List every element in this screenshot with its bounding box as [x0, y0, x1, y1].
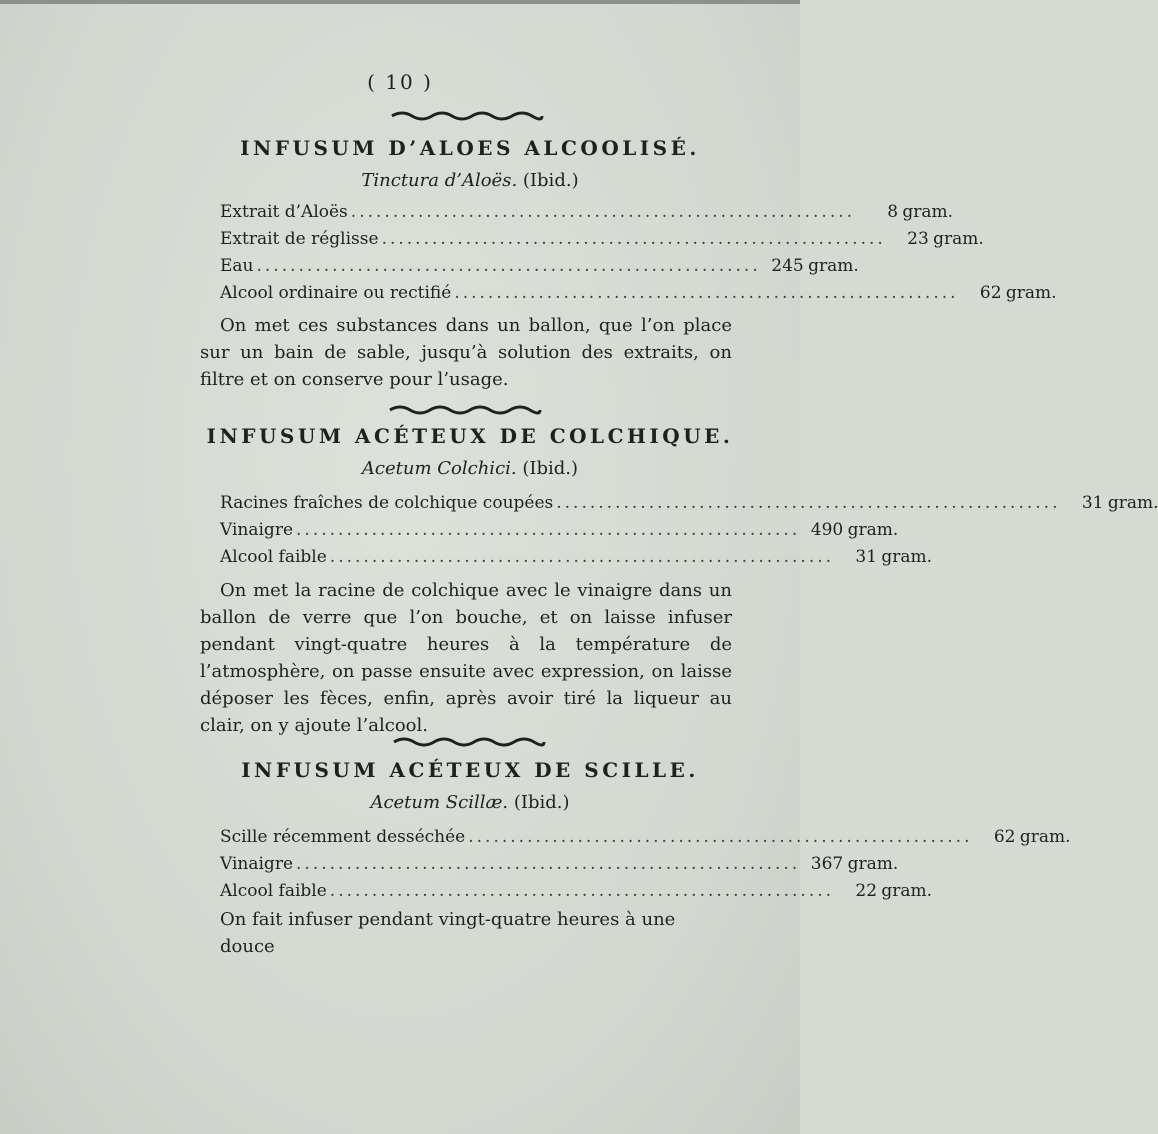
ingredient-qty: 22: [855, 881, 878, 901]
section-subtitle-aloes: [0, 170, 940, 191]
ingredient-row: [220, 851, 899, 878]
ingredient-qty: 490: [810, 520, 844, 540]
ingredient-name: Extrait de réglisse: [220, 229, 379, 249]
ingredient-unit: gram.: [933, 229, 984, 249]
ingredient-name: Eau: [220, 256, 254, 276]
ingredient-unit: gram.: [1019, 827, 1071, 847]
latin-name: Acetum Colchici.: [361, 458, 517, 479]
page-number: ( 10 ): [367, 70, 433, 94]
leader-dots: ............................................................: [256, 256, 761, 276]
ingredient-row: [220, 878, 933, 905]
ingredient-unit: gram.: [881, 881, 933, 901]
ingredient-row: [220, 544, 933, 571]
instructions-text: On met ces substances dans un ballon, que l’on place sur un bain de sable, jusqu’à solution des extraits, on filtre et on conserve pour l’usage.: [200, 315, 732, 390]
ingredient-row: [220, 199, 954, 226]
ingredient-qty: 367: [810, 854, 844, 874]
instructions-aloes: [200, 312, 732, 393]
ingredient-row: [220, 253, 859, 280]
section-subtitle-colchique: [0, 458, 940, 479]
instructions-text: On fait infuser pendant vingt-quatre heures à une douce: [220, 909, 676, 957]
ingredient-qty: 31: [855, 547, 878, 567]
wave-ornament-icon: [392, 736, 547, 748]
leader-dots: ............................................................: [329, 881, 835, 901]
ingredient-row: [220, 490, 1158, 517]
leader-dots: ............................................................: [556, 493, 1061, 513]
ingredient-row: [220, 824, 1071, 851]
ingredient-name: Extrait d’Aloës: [220, 202, 348, 222]
instructions-colchique: [200, 577, 732, 739]
leader-dots: ............................................................: [296, 520, 801, 540]
instructions-scille: [220, 906, 732, 960]
reference: (Ibid.): [513, 792, 570, 813]
reference: (Ibid.): [522, 170, 579, 191]
reference: (Ibid.): [522, 458, 579, 479]
page-edge-line: [0, 0, 800, 4]
leader-dots: ............................................................: [454, 283, 959, 303]
ingredient-unit: gram.: [1005, 283, 1057, 303]
ingredient-name: Alcool faible: [220, 547, 327, 567]
ingredient-qty: 245: [771, 256, 804, 276]
ingredient-row: [220, 517, 899, 544]
ingredient-qty: 23: [907, 229, 929, 249]
ingredient-unit: gram.: [847, 854, 899, 874]
ingredient-name: Vinaigre: [220, 520, 294, 540]
ingredient-name: Alcool faible: [220, 881, 327, 901]
section-title-colchique: INFUSUM ACÉTEUX DE COLCHIQUE.: [206, 424, 734, 448]
ingredient-qty: 31: [1081, 493, 1104, 513]
leader-dots: ............................................................: [296, 854, 801, 874]
ingredient-unit: gram.: [1107, 493, 1158, 513]
ingredient-unit: gram.: [847, 520, 899, 540]
ingredient-row: [220, 280, 1057, 307]
wave-ornament-icon: [390, 110, 545, 122]
ingredient-unit: gram.: [808, 256, 859, 276]
ingredient-list-aloes: [220, 199, 1057, 307]
ingredient-qty: 62: [993, 827, 1016, 847]
leader-dots: ............................................................: [329, 547, 835, 567]
ingredient-unit: gram.: [881, 547, 933, 567]
ingredient-name: Racines fraîches de colchique coupées: [220, 493, 554, 513]
ingredient-unit: gram.: [902, 202, 954, 222]
ingredient-list-colchique: [220, 490, 1158, 571]
wave-ornament-icon: [388, 404, 543, 416]
ingredient-qty: 62: [979, 283, 1002, 303]
leader-dots: ............................................................: [350, 202, 856, 222]
ingredient-list-scille: [220, 824, 1071, 905]
section-subtitle-scille: [0, 792, 940, 813]
ingredient-qty: 8: [887, 202, 899, 222]
latin-name: Acetum Scillæ.: [370, 792, 509, 813]
leader-dots: ............................................................: [381, 229, 886, 249]
leader-dots: ............................................................: [468, 827, 973, 847]
latin-name: Tinctura d’Aloës.: [361, 170, 518, 191]
ingredient-row: [220, 226, 984, 253]
section-title-aloes: INFUSUM D’ALOES ALCOOLISÉ.: [240, 136, 700, 160]
ingredient-name: Vinaigre: [220, 854, 294, 874]
ingredient-name: Alcool ordinaire ou rectifié: [220, 283, 452, 303]
section-title-scille: INFUSUM ACÉTEUX DE SCILLE.: [241, 758, 699, 782]
ingredient-name: Scille récemment desséchée: [220, 827, 466, 847]
instructions-text: On met la racine de colchique avec le vinaigre dans un ballon de verre que l’on bouche, et on laisse infuser pendant vingt-quatre heures à la température de l’atmosphère, on passe ensuite avec expression, on laisse déposer les fèces, enfin, après avoir tiré la liqueur au clair, on y ajoute l’alcool.: [200, 580, 732, 736]
